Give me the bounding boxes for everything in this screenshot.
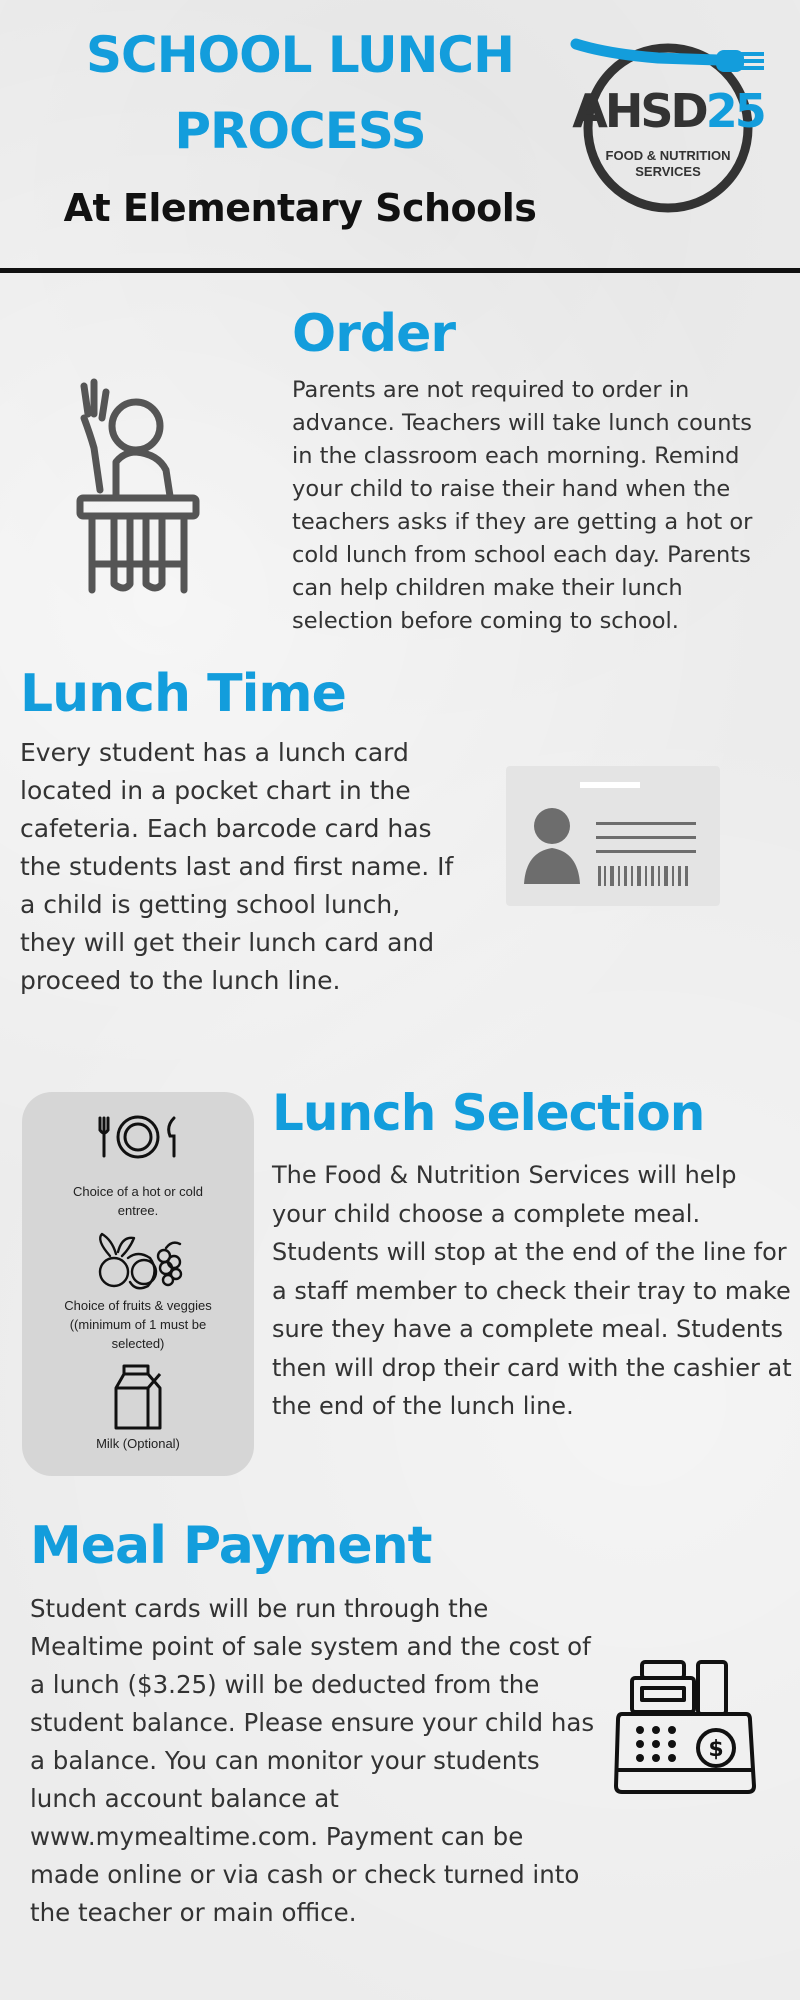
header-divider (0, 268, 800, 273)
logo-number: 25 (705, 84, 764, 138)
logo-wordmark (568, 86, 768, 136)
menu-item-entree-line1: Choice of a hot or cold (72, 1184, 204, 1199)
menu-item-milk-line1: Milk (Optional) (96, 1436, 180, 1451)
menu-item-entree-line2: entree. (117, 1203, 159, 1218)
logo-main: AHSD (572, 84, 706, 138)
cash-register-icon (612, 1658, 758, 1798)
milk-carton-icon (112, 1364, 164, 1430)
fruits-veggies-icon (88, 1232, 188, 1292)
lunch-selection-heading: Lunch Selection (272, 1084, 705, 1142)
lunch-time-heading: Lunch Time (20, 664, 346, 724)
menu-item-fruits-line2: ((minimum of 1 must be (69, 1317, 207, 1332)
plate-fork-knife-icon (92, 1114, 184, 1160)
logo-tagline (568, 148, 768, 180)
id-card-icon (506, 766, 720, 906)
subtitle: At Elementary Schools (63, 186, 537, 230)
menu-item-fruits-line1: Choice of fruits & veggies (64, 1298, 212, 1313)
menu-item-fruits-label (22, 1296, 254, 1353)
title-line-2: PROCESS (174, 102, 426, 160)
meal-payment-heading: Meal Payment (30, 1516, 432, 1576)
ahsd25-logo (568, 30, 768, 214)
logo-tagline-line2: SERVICES (635, 164, 701, 179)
meal-components-panel (22, 1092, 254, 1476)
menu-item-milk-label (22, 1434, 254, 1453)
order-body: Parents are not required to order in advance. Teachers will take lunch counts in the classroom each morning. Remind your child to raise their hand when the teachers asks if they are getting a hot or cold lunch from school each day. Parents can help children make their lunch selection before coming to school. (292, 377, 753, 634)
order-heading: Order (292, 304, 455, 364)
raised-hand-student-icon (74, 378, 204, 598)
logo-tagline-line1: FOOD & NUTRITION (605, 148, 731, 163)
menu-item-entree-label (22, 1182, 254, 1220)
meal-payment-body: Student cards will be run through the Mealtime point of sale system and the cost of a lunch ($3.25) will be deducted from the student balance. Please ensure your child has a balance. You can monitor your students lunch account balance at www.mymealtime.com. Payment can be made online or via cash or check turned into the teacher or main office. (30, 1594, 595, 1927)
lunch-selection-body: The Food & Nutrition Services will help your child choose a complete meal. Students will stop at the end of the line for a staff member to check their tray to make sure they have a complete meal. Students then will drop their card with the cashier at the end of the lunch line. (272, 1161, 792, 1420)
title-line-1: SCHOOL LUNCH (86, 26, 514, 84)
svg-text:$: $ (708, 1737, 724, 1762)
lunch-time-body: Every student has a lunch card located in a pocket chart in the cafeteria. Each barcode card has the students last and first name. If a child is getting school lunch, they will get their lunch card and proceed to the lunch line. (20, 738, 454, 995)
menu-item-fruits-line3: selected) (111, 1336, 165, 1351)
